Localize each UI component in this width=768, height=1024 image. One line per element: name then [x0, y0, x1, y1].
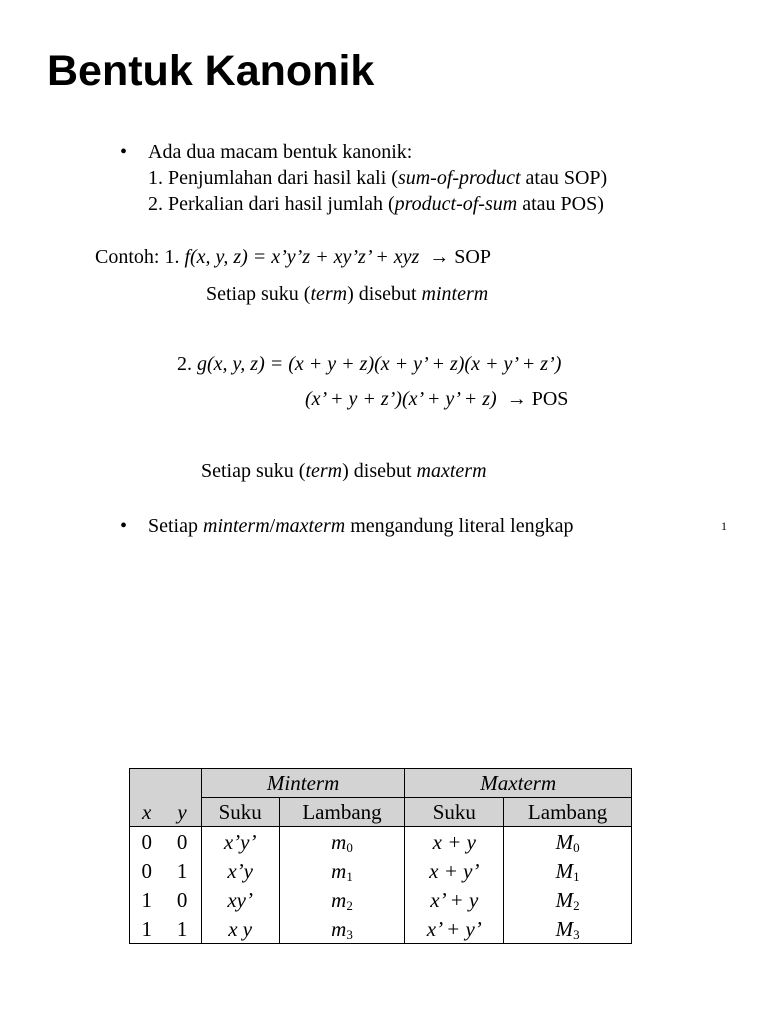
bullet2-em1: minterm [203, 515, 270, 537]
minterm-maxterm-table [129, 768, 632, 944]
table-col-x: x [130, 798, 164, 827]
example-label: Contoh: 1. [95, 246, 180, 268]
cell-maxterm-suku: x + y’ [405, 856, 504, 885]
note-text: Setiap suku ( [206, 283, 311, 305]
arrow-right-icon: → [506, 388, 527, 410]
note-text: ) disebut [342, 460, 417, 482]
intro-text: Ada dua macam bentuk kanonik: [148, 141, 413, 163]
example-label: 2. [177, 353, 192, 375]
table-header-blank [130, 769, 164, 798]
item-text-em: product-of-sum [394, 193, 518, 215]
formula-line2: (x’ + y + z’)(x’ + y’ + z) [305, 388, 497, 410]
cell-minterm-suku: x’y’ [201, 827, 279, 857]
example2-formula [177, 352, 561, 376]
item-text-post: atau SOP) [520, 167, 608, 189]
cell-x: 0 [130, 856, 164, 885]
form-result: POS [531, 388, 569, 410]
page-title: Bentuk Kanonik [47, 47, 375, 95]
note-text: ) disebut [347, 283, 422, 305]
note-name: minterm [421, 283, 489, 305]
table-row [130, 827, 632, 857]
formula-line1: = (x + y + z)(x + y’ + z)(x + y’ + z’) [264, 353, 562, 375]
list-item [148, 166, 607, 190]
cell-x: 0 [130, 827, 164, 857]
cell-minterm-suku: x’y [201, 856, 279, 885]
page-number: 1 [721, 519, 727, 533]
table-row [130, 856, 632, 885]
bullet2-em2: maxterm [275, 515, 346, 537]
cell-y: 0 [163, 885, 201, 914]
item-number: 1. [148, 167, 163, 189]
table-row [130, 885, 632, 914]
cell-minterm-lambang: $m_0$ [279, 827, 405, 857]
example2-note [201, 459, 487, 483]
arrow-right-icon: → [429, 246, 450, 268]
cell-maxterm-suku: x’ + y’ [405, 914, 504, 944]
table-group-maxterm: Maxterm [405, 769, 632, 798]
cell-minterm-lambang: $m_1$ [279, 856, 405, 885]
cell-minterm-suku: x y [201, 914, 279, 944]
cell-minterm-lambang: $m_3$ [279, 914, 405, 944]
table-col-suku: Suku [201, 798, 279, 827]
item-text-pre: Penjumlahan dari hasil kali ( [168, 167, 398, 189]
cell-y: 1 [163, 856, 201, 885]
item-text-post: atau POS) [517, 193, 604, 215]
item-text-pre: Perkalian dari hasil jumlah ( [168, 193, 395, 215]
form-result: SOP [454, 246, 491, 268]
formula-lhs: g(x, y, z) [197, 353, 265, 375]
cell-maxterm-lambang: $M_1$ [504, 856, 632, 885]
note-term: term [310, 283, 348, 305]
table-col-lambang: Lambang [504, 798, 632, 827]
note-term: term [305, 460, 343, 482]
note-text: Setiap suku ( [201, 460, 306, 482]
cell-maxterm-lambang: $M_0$ [504, 827, 632, 857]
cell-x: 1 [130, 914, 164, 944]
cell-x: 1 [130, 885, 164, 914]
bullet2-slash: / [269, 515, 276, 537]
cell-maxterm-suku: x + y [405, 827, 504, 857]
table-group-minterm: Minterm [201, 769, 405, 798]
bullet-icon: • [120, 141, 128, 163]
formula-rhs: = x’y’z + xy’z’ + xyz [247, 246, 420, 268]
note-name: maxterm [416, 460, 487, 482]
list-item [148, 192, 604, 216]
table-col-suku: Suku [405, 798, 504, 827]
table-header-blank [163, 769, 201, 798]
item-text-em: sum-of-product [397, 167, 521, 189]
table-col-lambang: Lambang [279, 798, 405, 827]
formula-lhs: f(x, y, z) [184, 246, 248, 268]
table-row [130, 914, 632, 944]
bullet2-post: mengandung literal lengkap [345, 515, 574, 537]
cell-minterm-suku: xy’ [201, 885, 279, 914]
cell-y: 0 [163, 827, 201, 857]
table-col-y: y [163, 798, 201, 827]
example1-formula [95, 245, 491, 269]
cell-minterm-lambang: $m_2$ [279, 885, 405, 914]
cell-y: 1 [163, 914, 201, 944]
cell-maxterm-suku: x’ + y [405, 885, 504, 914]
example2-formula-cont [305, 387, 568, 411]
bullet2-text [148, 514, 573, 538]
bullet-icon: • [120, 515, 128, 537]
cell-maxterm-lambang: $M_2$ [504, 885, 632, 914]
item-number: 2. [148, 193, 163, 215]
bullet2-pre: Setiap [148, 515, 203, 537]
cell-maxterm-lambang: $M_3$ [504, 914, 632, 944]
example1-note [206, 282, 488, 306]
